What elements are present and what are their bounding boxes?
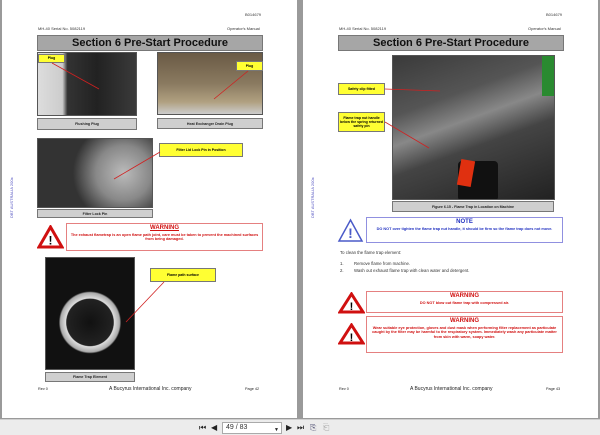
right-page [303,0,598,418]
note-text: DO NOT over tighten the flame trap nut handle, it should be firm so the flame trap does not move. [376,226,553,231]
heat-exchanger-caption: Heat Exchanger Drain Plug [157,118,263,129]
next-page-icon[interactable]: ▶ [286,423,293,432]
left-page [2,0,297,418]
previous-page-icon[interactable]: ◀ [211,423,218,432]
filter-lock-pin-photo [37,138,153,208]
footer-rev: Rev 0 [38,387,48,391]
page-dropdown-icon[interactable]: ▼ [274,427,279,433]
safety-clip-callout: Safety clip fitted [338,83,385,95]
filter-lid-callout: Filter Lid Lock Pin in Position [159,143,243,157]
warning-text: The exhaust flametrap is an open flame path joint, care must be taken to prevent the machined surfaces from being damaged. [70,232,259,242]
warning-box [366,291,563,313]
serial-number: MH-40 Serial No. 5082119 [339,26,387,31]
doc-number: B014679 [245,12,262,17]
nut-handle-callout: Flame trap nut handle below the spring returned safety pin [338,112,385,132]
footer-page: Page 42 [245,387,260,391]
warning-text: Wear suitable eye protection, gloves and dust mask when performing filter replacement as particulate caught by the filter may be harmful to the respiratory system. Immediately wash any particulate matter from skin with warm, soapy water. [372,325,557,339]
warning-box [66,223,263,251]
doc-number: B014679 [546,12,563,17]
warning-box [366,316,563,353]
serial-number: MH-40 Serial No. 5082119 [38,26,86,31]
step-number: 1. [340,261,344,266]
manual-label: Operator's Manual [528,26,561,31]
svg-text:!: ! [349,332,354,344]
figure-caption: Figure 6.15 - Flame Trap in Location on Machine [392,201,554,212]
section-title: Section 6 Pre-Start Procedure [338,35,564,51]
copy-page-icon[interactable]: ⎗ [323,423,330,432]
flushing-plug-caption: Flushing Plug [37,118,137,130]
first-page-icon[interactable]: ⏮ [199,423,207,432]
export-page-icon[interactable]: ⎘ [310,423,317,432]
warning-icon [37,225,64,249]
svg-text:!: ! [48,233,53,248]
svg-text:!: ! [349,301,354,313]
plug-callout: Plug [38,54,65,63]
filter-lock-pin-caption: Filter Lock Pin [37,209,153,218]
warning-icon [338,323,365,345]
flame-path-callout: Flame path surface [150,268,216,282]
footer-company: A Bucyrus International Inc. company [109,386,192,392]
footer-page: Page 43 [546,387,561,391]
footer-company: A Bucyrus International Inc. company [410,386,493,392]
warning-title: WARNING [450,318,479,324]
svg-text:!: ! [348,225,353,241]
step-number: 2. [340,268,344,273]
warning-text: DO NOT blow out flame trap with compressed air. [419,300,510,305]
flame-trap-photo [45,257,135,370]
step-text: Wash out exhaust flame trap with clean water and detergent. [354,268,470,273]
viewer-toolbar [0,419,600,435]
note-title: NOTE [456,219,473,225]
side-watermark: DBT AUSTRALIA 200x [9,177,14,218]
manual-label: Operator's Manual [227,26,260,31]
flame-trap-caption: Flame Trap Element [45,372,135,382]
side-watermark: DBT AUSTRALIA 200x [310,177,315,218]
note-box [366,217,563,243]
section-title: Section 6 Pre-Start Procedure [37,35,263,51]
warning-title: WARNING [150,225,179,231]
step-text: Remove flame from machine. [354,261,411,266]
footer-rev: Rev 0 [339,387,349,391]
warning-icon [338,292,365,314]
intro-text: To clean the flame trap element: [340,250,402,255]
warning-title: WARNING [450,293,479,299]
plug-callout-2: Plug [236,61,263,71]
page-number-input[interactable]: 49 / 83 [222,422,282,434]
flame-trap-location-photo [392,55,555,200]
last-page-icon[interactable]: ⏭ [297,423,305,432]
note-icon [337,218,364,243]
